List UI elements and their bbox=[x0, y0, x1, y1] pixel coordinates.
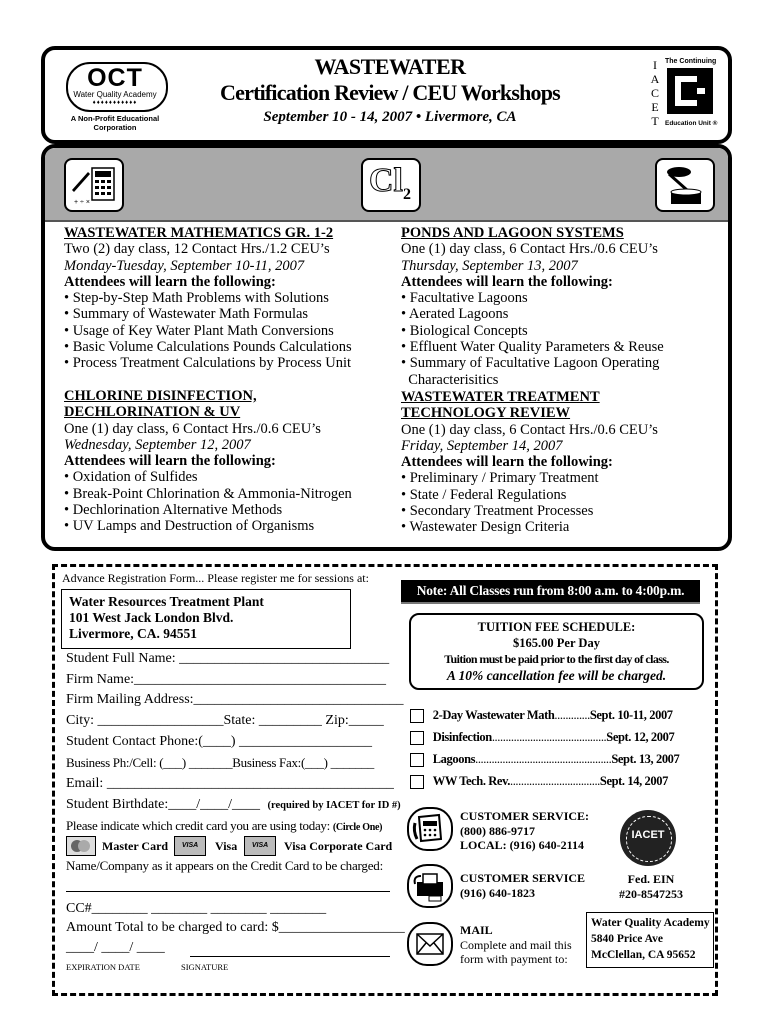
course-math-item: • Basic Volume Calculations Pounds Calculations bbox=[64, 339, 352, 356]
course-math-learn: Attendees will learn the following: bbox=[64, 273, 276, 290]
oct-logo-subtitle: Water Quality Academy bbox=[73, 90, 157, 99]
course-tech-item: • Preliminary / Primary Treatment bbox=[401, 470, 599, 487]
fax-number: (916) 640-1823 bbox=[460, 885, 535, 900]
fee-rule: Tuition must be paid prior to the first day of class. bbox=[444, 652, 669, 666]
session-checkbox[interactable] bbox=[410, 709, 424, 723]
course-tech-item: • Secondary Treatment Processes bbox=[401, 503, 594, 520]
card-prompt-text: Please indicate which credit card you are using today: bbox=[66, 818, 330, 833]
contact-phone-field[interactable]: Student Contact Phone:(____) ___________________ bbox=[66, 734, 373, 749]
form-border-right bbox=[715, 564, 718, 996]
course-math-title: WASTEWATER MATHEMATICS GR. 1-2 bbox=[64, 225, 334, 241]
fee-title: TUITION FEE SCHEDULE: bbox=[477, 620, 636, 634]
course-tech-learn: Attendees will learn the following: bbox=[401, 454, 613, 471]
city-state-zip-field[interactable]: City: __________________State: _________ Zip:_____ bbox=[66, 713, 384, 728]
course-math bbox=[64, 225, 384, 372]
course-ponds-title: PONDS AND LAGOON SYSTEMS bbox=[401, 225, 624, 241]
card-name-input[interactable] bbox=[66, 891, 390, 892]
venue-line: 101 West Jack London Blvd. bbox=[69, 610, 234, 625]
business-phone-fax-field[interactable]: Business Ph:/Cell: (___) _______Business Fax:(___) _______ bbox=[66, 755, 374, 770]
course-chlorine-title-2: DECHLORINATION & UV bbox=[64, 404, 241, 421]
venue-box bbox=[61, 589, 351, 649]
form-border-left bbox=[52, 564, 55, 996]
form-intro: Advance Registration Form... Please register me for sessions at: bbox=[62, 571, 369, 585]
iacet-emblem bbox=[667, 68, 713, 114]
course-chlorine-learn: Attendees will learn the following: bbox=[64, 453, 276, 470]
course-ponds-item: Characterisitics bbox=[401, 371, 499, 388]
session-checkbox[interactable] bbox=[410, 731, 424, 745]
session-dots: .......................................... bbox=[491, 730, 607, 744]
chlorine-symbol: Cl bbox=[369, 162, 403, 199]
venue-line: Water Resources Treatment Plant bbox=[69, 594, 264, 609]
oct-tagline: A Non-Profit Educational Corporation bbox=[70, 114, 160, 132]
visa-icon[interactable]: VISA bbox=[174, 836, 206, 856]
session-row[interactable] bbox=[410, 708, 702, 723]
customer-service bbox=[460, 809, 589, 853]
expiration-field[interactable]: ____/ ____/ ____ bbox=[66, 940, 165, 955]
address-line: Water Quality Academy bbox=[591, 917, 710, 929]
fax-icon bbox=[407, 864, 453, 908]
course-chlorine-title: CHLORINE DISINFECTION, bbox=[64, 388, 257, 404]
address-line: 5840 Price Ave bbox=[591, 933, 663, 945]
course-ponds-item: • Biological Concepts bbox=[401, 322, 528, 339]
mail-line: Complete and mail this bbox=[460, 937, 572, 952]
session-checkbox[interactable] bbox=[410, 775, 424, 789]
course-ponds-item: • Summary of Facultative Lagoon Operating bbox=[401, 355, 660, 372]
service-phone: (800) 886-9717 bbox=[460, 823, 535, 838]
course-tech-title: WASTEWATER TREATMENT bbox=[401, 389, 600, 405]
fax-service bbox=[460, 871, 585, 900]
course-tech-item: • Wastewater Design Criteria bbox=[401, 519, 570, 536]
mail-info bbox=[460, 923, 572, 967]
iacet-bottom-text: Education Unit ® bbox=[665, 120, 718, 127]
birthdate-note: (required by IACET for ID #) bbox=[267, 800, 401, 811]
firm-address-field[interactable]: Firm Mailing Address:______________________________ bbox=[66, 692, 404, 707]
mastercard-icon[interactable] bbox=[66, 836, 96, 856]
card-name-label: Name/Company as it appears on the Credit Card to be charged: bbox=[66, 858, 383, 873]
mail-title: MAIL bbox=[460, 923, 493, 937]
class-hours-text: Note: All Classes run from 8:00 a.m. to 4:00p.m. bbox=[416, 583, 685, 598]
card-option-mastercard[interactable]: Master Card bbox=[102, 839, 169, 853]
visa-corporate-icon[interactable]: VISA bbox=[244, 836, 276, 856]
session-dots: .................................................. bbox=[475, 752, 612, 766]
card-prompt bbox=[66, 818, 382, 834]
oct-logo-text: OCT bbox=[87, 64, 143, 92]
fee-price: $165.00 Per Day bbox=[513, 636, 600, 650]
venue-line: Livermore, CA. 94551 bbox=[69, 626, 197, 641]
fed-ein bbox=[616, 872, 686, 901]
course-math-item: • Usage of Key Water Plant Math Conversions bbox=[64, 322, 334, 339]
course-math-item: • Summary of Wastewater Math Formulas bbox=[64, 306, 309, 323]
course-chlorine-item: • Break-Point Chlorination & Ammonia-Nitrogen bbox=[64, 485, 352, 502]
course-chlorine-date: Wednesday, September 12, 2007 bbox=[64, 436, 251, 453]
course-math-item: • Step-by-Step Math Problems with Solutions bbox=[64, 290, 329, 307]
course-tech-item: • State / Federal Regulations bbox=[401, 486, 567, 503]
course-math-duration: Two (2) day class, 12 Contact Hrs./1.2 CEU’s bbox=[64, 241, 330, 258]
birthdate-label: Student Birthdate:____/____/____ bbox=[66, 797, 261, 812]
course-ponds-duration: One (1) day class, 6 Contact Hrs./0.6 CEU’s bbox=[401, 241, 658, 258]
card-option-visa-corporate[interactable]: Visa Corporate Card bbox=[284, 839, 393, 853]
course-ponds-item: • Facultative Lagoons bbox=[401, 290, 528, 307]
email-field[interactable]: Email: _________________________________________ bbox=[66, 776, 394, 791]
form-border-bottom bbox=[52, 993, 718, 996]
fax-title: CUSTOMER SERVICE bbox=[460, 871, 586, 885]
address-line: McClellan, CA 95652 bbox=[591, 949, 696, 961]
course-ponds-item: • Effluent Water Quality Parameters & Reuse bbox=[401, 339, 664, 356]
fee-schedule-box bbox=[409, 613, 704, 690]
session-row[interactable] bbox=[410, 774, 702, 789]
form-border-top bbox=[52, 564, 718, 567]
firm-name-field[interactable]: Firm Name:____________________________________ bbox=[66, 672, 387, 687]
course-ponds-date: Thursday, September 13, 2007 bbox=[401, 257, 578, 274]
signature-input[interactable] bbox=[190, 956, 390, 957]
iacet-logo bbox=[645, 56, 721, 130]
course-tech-date: Friday, September 14, 2007 bbox=[401, 437, 563, 454]
full-name-field[interactable]: Student Full Name: ______________________________ bbox=[66, 651, 390, 666]
iacet-top-text: The Continuing bbox=[665, 58, 717, 65]
signature-label: SIGNATURE bbox=[181, 962, 229, 972]
page-title: WASTEWATER bbox=[314, 54, 466, 79]
session-name: Disinfection bbox=[432, 730, 492, 744]
chlorine-icon bbox=[361, 158, 421, 212]
amount-field[interactable]: Amount Total to be charged to card: $__________________ bbox=[66, 920, 405, 935]
session-date: Sept. 12, 2007 bbox=[606, 730, 675, 744]
chlorine-subscript: 2 bbox=[403, 186, 411, 203]
session-name: Lagoons bbox=[432, 752, 476, 766]
telephone-icon bbox=[407, 807, 453, 851]
session-date: Sept. 13, 2007 bbox=[611, 752, 680, 766]
course-tech-title-2: TECHNOLOGY REVIEW bbox=[401, 405, 571, 422]
mailing-address-box bbox=[586, 912, 714, 968]
session-checkbox[interactable] bbox=[410, 753, 424, 767]
service-title: CUSTOMER SERVICE: bbox=[460, 809, 590, 823]
course-chlorine-item: • Dechlorination Alternative Methods bbox=[64, 502, 283, 519]
session-date: Sept. 10-11, 2007 bbox=[589, 708, 673, 722]
course-chlorine-item: • Oxidation of Sulfides bbox=[64, 469, 198, 486]
card-option-visa[interactable]: Visa bbox=[215, 839, 238, 853]
course-math-item: • Process Treatment Calculations by Process Unit bbox=[64, 355, 351, 372]
course-math-date: Monday-Tuesday, September 10-11, 2007 bbox=[64, 257, 305, 274]
session-dots: ............. bbox=[554, 708, 590, 722]
card-prompt-note: (Circle One) bbox=[332, 822, 383, 833]
course-chlorine-duration: One (1) day class, 6 Contact Hrs./0.6 CEU’s bbox=[64, 420, 321, 437]
expiration-label: EXPIRATION DATE bbox=[66, 962, 140, 972]
envelope-icon bbox=[407, 922, 453, 966]
session-row[interactable] bbox=[410, 730, 702, 745]
iacet-letters: I A C E T bbox=[650, 58, 660, 128]
course-ponds bbox=[401, 225, 711, 388]
course-tech bbox=[401, 389, 711, 536]
calculator-icon bbox=[64, 158, 124, 212]
class-hours-note bbox=[401, 580, 700, 604]
course-ponds-learn: Attendees will learn the following: bbox=[401, 273, 613, 290]
service-local: LOCAL: (916) 640-2114 bbox=[460, 838, 584, 852]
course-tech-duration: One (1) day class, 6 Contact Hrs./0.6 CEU’s bbox=[401, 421, 658, 438]
session-name: 2-Day Wastewater Math bbox=[432, 708, 555, 722]
ein-number: #20-8547253 bbox=[619, 886, 683, 901]
iacet-seal-icon: IACET bbox=[620, 810, 676, 866]
oct-logo bbox=[56, 62, 174, 132]
page-subtitle: Certification Review / CEU Workshops bbox=[220, 80, 560, 105]
session-dots: ................................. bbox=[509, 774, 600, 788]
session-date: Sept. 14, 2007 bbox=[599, 774, 668, 788]
session-name: WW Tech. Rev. bbox=[432, 774, 510, 788]
date-location: September 10 - 14, 2007 • Livermore, CA bbox=[263, 109, 517, 125]
fee-cancel: A 10% cancellation fee will be charged. bbox=[446, 668, 667, 683]
ein-label: Fed. EIN bbox=[627, 872, 675, 886]
svg-text:+ ÷ ×: + ÷ × bbox=[74, 199, 90, 206]
session-row[interactable] bbox=[410, 752, 702, 767]
card-number-field[interactable]: CC#________ ________ ________ ________ bbox=[66, 901, 327, 916]
course-chlorine-item: • UV Lamps and Destruction of Organisms bbox=[64, 518, 315, 535]
course-ponds-item: • Aerated Lagoons bbox=[401, 306, 509, 323]
course-chlorine bbox=[64, 388, 384, 535]
birthdate-field[interactable] bbox=[66, 797, 401, 813]
water-pour-icon bbox=[655, 158, 715, 212]
mail-line: form with payment to: bbox=[460, 952, 568, 966]
oct-drops: ♦♦♦♦♦♦♦♦♦♦♦ bbox=[92, 100, 138, 106]
